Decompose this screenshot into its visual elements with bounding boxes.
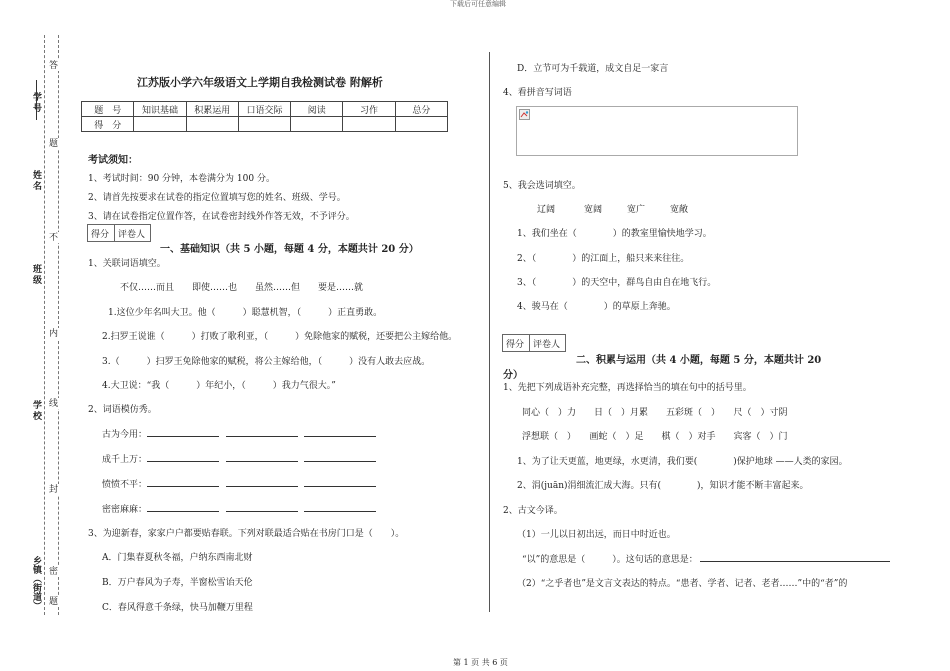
- label-student-id: 学号: [31, 92, 41, 114]
- answer-blank[interactable]: [304, 461, 376, 462]
- score-cell[interactable]: [395, 117, 447, 132]
- q1-item: 3.（ ）扫罗王免除他家的赋税，将公主嫁给他，（ ）没有人敢去应战。: [102, 357, 431, 367]
- conjunction-words: 不仅……而且 即使……也 虽然……但 要是……就: [120, 283, 364, 293]
- answer-blank[interactable]: [147, 461, 219, 462]
- idiom-row: 浮想联（ ） 画蛇（ ）足 棋（ ）对手 宾客（ ）门: [522, 432, 788, 442]
- q5-item: 2、（ ）的江面上，船只来来往往。: [517, 254, 690, 264]
- seal-char: 不: [47, 232, 57, 243]
- idiom-row: 同心（ ）力 日（ ）月累 五彩斑（ ） 尺（ ）寸阴: [522, 408, 788, 418]
- page-footer: 第 1 页 共 6 页: [453, 658, 508, 667]
- section1-title: 一、基础知识（共 5 小题，每题 4 分，本题共计 20 分）: [160, 244, 419, 255]
- option-b: B．万户春风为子寿，半窗松雪诒天伦: [102, 578, 253, 588]
- answer-blank[interactable]: [226, 461, 298, 462]
- question-5: 5、我会选词填空。: [503, 181, 581, 191]
- q1-item: 2.扫罗王说谁（ ）打败了歌利亚，（ ）免除他家的赋税，还要把公主嫁给他。: [102, 332, 458, 342]
- classical-question: （2）“之乎者也”是文言文表达的特点。“患者、学者、记者、老者……”中的“者”的: [517, 579, 848, 589]
- s2-q1-sentence: 2、涓(juān)涓细流汇成大海。只有( )，知识才能不断丰富起来。: [517, 481, 809, 491]
- answer-blank[interactable]: [304, 486, 376, 487]
- label-township: 乡镇（街道）: [31, 556, 41, 610]
- score-cell[interactable]: [134, 117, 186, 132]
- label-school: 学校: [31, 400, 41, 422]
- q1-item: 1.这位少年名叫大卫。他（ ）聪慧机智，（ ）正直勇敢。: [108, 308, 383, 318]
- answer-blank[interactable]: [226, 511, 298, 512]
- score-table: [81, 101, 448, 132]
- binding-line-inner: [58, 35, 59, 615]
- grader-box: [502, 334, 566, 352]
- score-header: 总分: [395, 102, 447, 117]
- option-d: D．立节可为千载道，成文自足一家言: [517, 64, 669, 74]
- imitation-word: 密密麻麻：: [102, 505, 148, 515]
- pinyin-image: [516, 106, 798, 156]
- q5-item: 3、（ ）的天空中，群鸟自由自在地飞行。: [517, 278, 717, 288]
- score-cell[interactable]: [291, 117, 343, 132]
- score-header: 题 号: [82, 102, 134, 117]
- imitation-word: 成千上万：: [102, 455, 148, 465]
- score-header: 习作: [343, 102, 395, 117]
- classical-question: “以”的意思是（ ）。这句话的意思是：: [522, 555, 698, 565]
- q5-item: 1、我们坐在（ ）的教室里愉快地学习。: [517, 229, 712, 239]
- binding-line: [44, 35, 45, 615]
- question-2: 2、词语模仿秀。: [88, 405, 157, 415]
- notice-heading: 考试须知：: [88, 155, 138, 166]
- word-choice: 宽广: [627, 205, 646, 215]
- answer-blank[interactable]: [147, 486, 219, 487]
- question-4: 4、看拼音写词语: [503, 88, 572, 98]
- seal-char: 线: [47, 398, 57, 409]
- page-header: 下载后可任意编辑: [450, 0, 506, 8]
- seal-char: 封: [47, 484, 57, 495]
- label-class: 班级: [31, 264, 41, 286]
- answer-blank[interactable]: [147, 436, 219, 437]
- grader-box: [87, 224, 151, 242]
- option-a: A．门集春夏秋冬福，户纳东西南北财: [102, 553, 253, 563]
- grader-reviewer-label: 评卷人: [118, 230, 146, 240]
- s2-question-1: 1、先把下列成语补充完整，再选择恰当的填在句中的括号里。: [503, 383, 752, 393]
- word-choice: 宽敞: [670, 205, 689, 215]
- score-header: 口语交际: [238, 102, 290, 117]
- grader-score-label: 得分: [91, 230, 110, 240]
- word-choice: 辽阔: [537, 205, 556, 215]
- question-3: 3、为迎新春，家家户户都要贴春联。下列对联最适合贴在书房门口是（ ）。: [88, 529, 405, 539]
- notice-item: 1、考试时间：90 分钟，本卷满分为 100 分。: [88, 174, 275, 184]
- column-divider: [489, 52, 490, 612]
- imitation-word: 愤愤不平：: [102, 480, 148, 490]
- q1-item: 4.大卫说：“我（ ）年纪小，（ ）我力气很大。”: [102, 381, 336, 391]
- seal-char: 内: [47, 328, 57, 339]
- label-name: 姓名: [31, 170, 41, 192]
- score-header: 阅读: [291, 102, 343, 117]
- s2-q1-sentence: 1、为了让天更蓝，地更绿，水更清，我们要( )保护地球 ——人类的家园。: [517, 457, 848, 467]
- score-cell[interactable]: [186, 117, 238, 132]
- answer-blank[interactable]: [226, 436, 298, 437]
- exam-title: 江苏版小学六年级语文上学期自我检测试卷 附解析: [137, 76, 383, 89]
- grader-reviewer-label: 评卷人: [533, 340, 561, 350]
- notice-item: 2、请首先按要求在试卷的指定位置填写您的姓名、班级、学号。: [88, 193, 346, 203]
- score-row-label: 得 分: [82, 117, 134, 132]
- question-1: 1、关联词语填空。: [88, 259, 166, 269]
- grader-score-label: 得分: [506, 340, 525, 350]
- q5-item: 4、骏马在（ ）的草原上奔驰。: [517, 302, 676, 312]
- option-c: C．春风得意千条绿，快马加鞭万里程: [102, 603, 253, 613]
- score-cell[interactable]: [343, 117, 395, 132]
- margin-blank[interactable]: [36, 80, 37, 120]
- word-choice: 宽阔: [584, 205, 603, 215]
- classical-sentence: （1）一儿以日初出远，而日中时近也。: [517, 530, 676, 540]
- seal-char: 题: [47, 596, 57, 607]
- section2-title-cont: 分）: [503, 370, 523, 381]
- seal-char: 题: [47, 138, 57, 149]
- answer-blank[interactable]: [304, 436, 376, 437]
- section2-title: 二、积累与运用（共 4 小题，每题 5 分，本题共计 20: [576, 355, 822, 366]
- seal-char: 答: [47, 60, 57, 71]
- answer-blank[interactable]: [700, 561, 890, 562]
- score-header: 知识基础: [134, 102, 186, 117]
- broken-image-icon: [519, 109, 531, 121]
- answer-blank[interactable]: [147, 511, 219, 512]
- seal-char: 密: [47, 566, 57, 577]
- score-header: 积累运用: [186, 102, 238, 117]
- answer-blank[interactable]: [304, 511, 376, 512]
- answer-blank[interactable]: [226, 486, 298, 487]
- imitation-word: 古为今用：: [102, 430, 148, 440]
- notice-item: 3、请在试卷指定位置作答，在试卷密封线外作答无效，不予评分。: [88, 212, 355, 222]
- score-cell[interactable]: [238, 117, 290, 132]
- s2-question-2: 2、古文今译。: [503, 506, 563, 516]
